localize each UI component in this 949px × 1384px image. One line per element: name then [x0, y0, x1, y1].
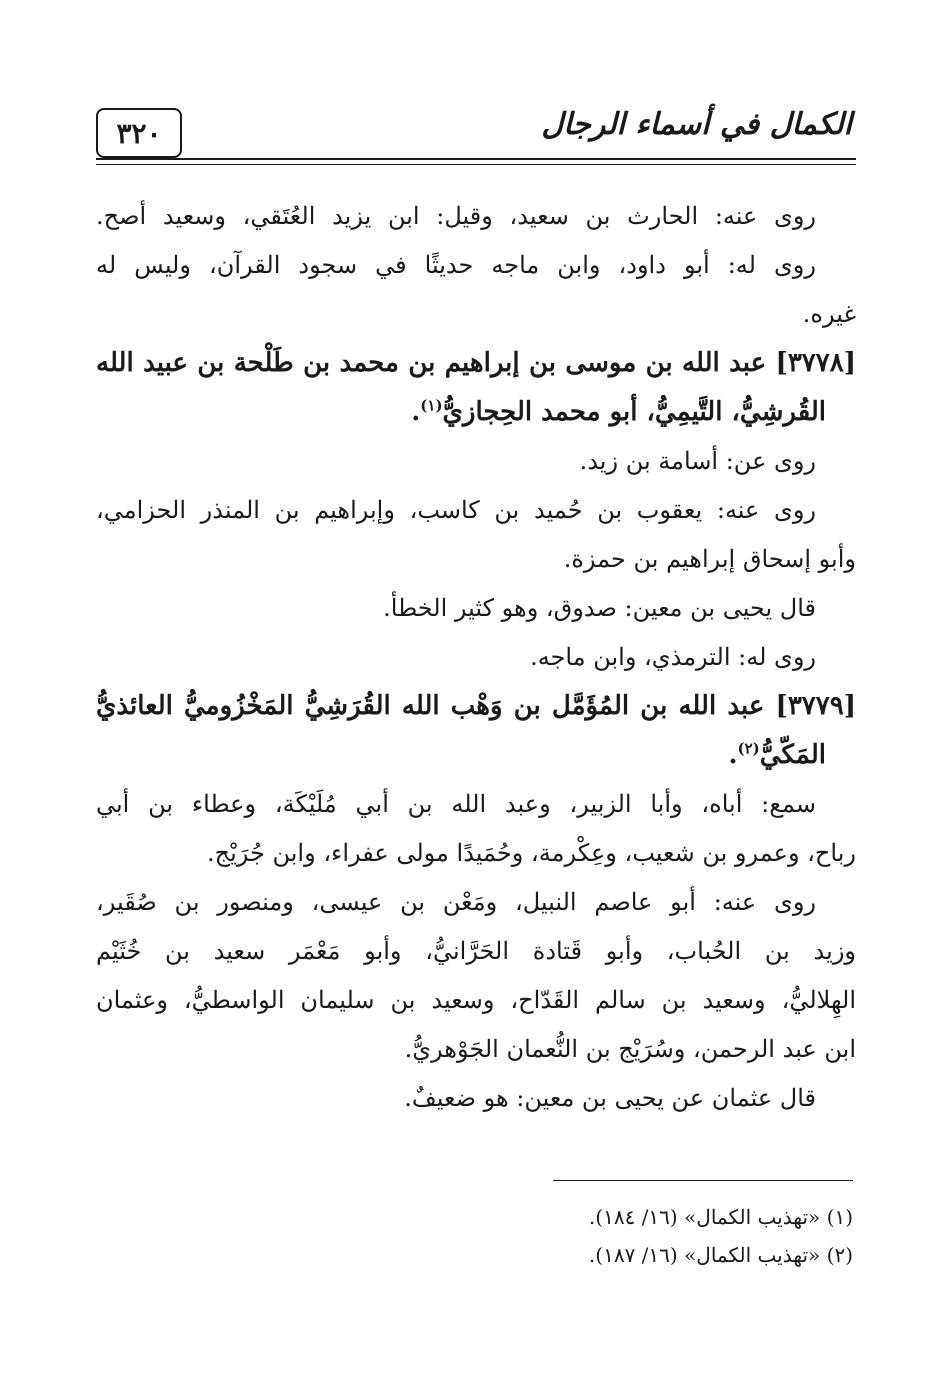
footnote-separator: [553, 1180, 853, 1181]
main-text: [96, 192, 856, 1123]
entry-heading-3779-cont: المَكّيُّ$^{(٢)}$.: [728, 739, 826, 770]
footnotes: [253, 1198, 853, 1274]
page-number: ٣٢٠: [96, 108, 182, 158]
text-line: وزيد بن الحُباب، وأبو قَتادة الحَرَّانيُّ، وأبو مَعْمَر سعيد بن خُثَيْم: [96, 937, 856, 965]
text-line: رباح، وعمرو بن شعيب، وعِكْرمة، وحُمَيدًا مولى عفراء، وابن جُرَيْج.: [206, 839, 856, 867]
text-line: غيره.: [802, 300, 856, 328]
text-line: روى عنه: الحارث بن سعيد، وقيل: ابن يزيد العُتَقي، وسعيد أصح.: [96, 202, 816, 230]
text-line: روى عنه: أبو عاصم النبيل، ومَعْن بن عيسى، ومنصور بن صُقَير،: [96, 888, 816, 916]
text-line: وأبو إسحاق إبراهيم بن حمزة.: [563, 545, 856, 573]
text-line: ابن عبد الرحمن، وسُرَيْج بن النُّعمان الجَوْهريُّ.: [404, 1035, 856, 1063]
heading-text: المَكّيُّ: [759, 740, 826, 770]
text-line: روى عنه: يعقوب بن حُميد بن كاسب، وإبراهيم بن المنذر الحزامي،: [96, 496, 816, 524]
page-header: [96, 96, 856, 168]
book-title: الكمال في أسماء الرجال: [541, 107, 852, 142]
footnote-1: (١) «تهذيب الكمال» (١٦/ ١٨٤).: [588, 1205, 853, 1229]
entry-heading-3779: [٣٧٧٩] عبد الله بن المُؤَمَّل بن وَهْب الله القُرَشِيُّ المَخْزُوميُّ العائذيُّ: [96, 691, 856, 721]
entry-heading-3778-cont: القُرشِيُّ، التَّيمِيُّ، أبو محمد الحِجازيُّ$^{(١)}$.: [411, 396, 826, 427]
text-line: الهِلاليُّ، وسعيد بن سالم القَدّاح، وسعيد بن سليمان الواسطيُّ، وعثمان: [96, 986, 856, 1014]
text-line: روى له: الترمذي، وابن ماجه.: [530, 643, 816, 671]
text-line: روى له: أبو داود، وابن ماجه حديثًا في سجود القرآن، وليس له: [96, 251, 816, 279]
header-rule-thin: [96, 164, 856, 165]
footnote-ref-1: (١): [420, 396, 443, 415]
text-line: قال يحيى بن معين: صدوق، وهو كثير الخطأ.: [383, 594, 816, 622]
footnote-2: (٢) «تهذيب الكمال» (١٦/ ١٨٧).: [588, 1243, 853, 1267]
text-line: سمع: أباه، وأبا الزبير، وعبد الله بن أبي مُلَيْكَة، وعطاء بن أبي: [96, 790, 816, 818]
text-line: روى عن: أسامة بن زيد.: [579, 447, 816, 475]
header-rule: [96, 158, 856, 160]
text-line: قال عثمان عن يحيى بن معين: هو ضعيفٌ.: [404, 1084, 816, 1112]
footnote-ref-2: (٢): [737, 739, 760, 758]
entry-heading-3778: [٣٧٧٨] عبد الله بن موسى بن إبراهيم بن محمد بن طَلْحة بن عبيد الله: [96, 348, 856, 378]
heading-text: القُرشِيُّ، التَّيمِيُّ، أبو محمد الحِجازيُّ: [442, 397, 826, 427]
